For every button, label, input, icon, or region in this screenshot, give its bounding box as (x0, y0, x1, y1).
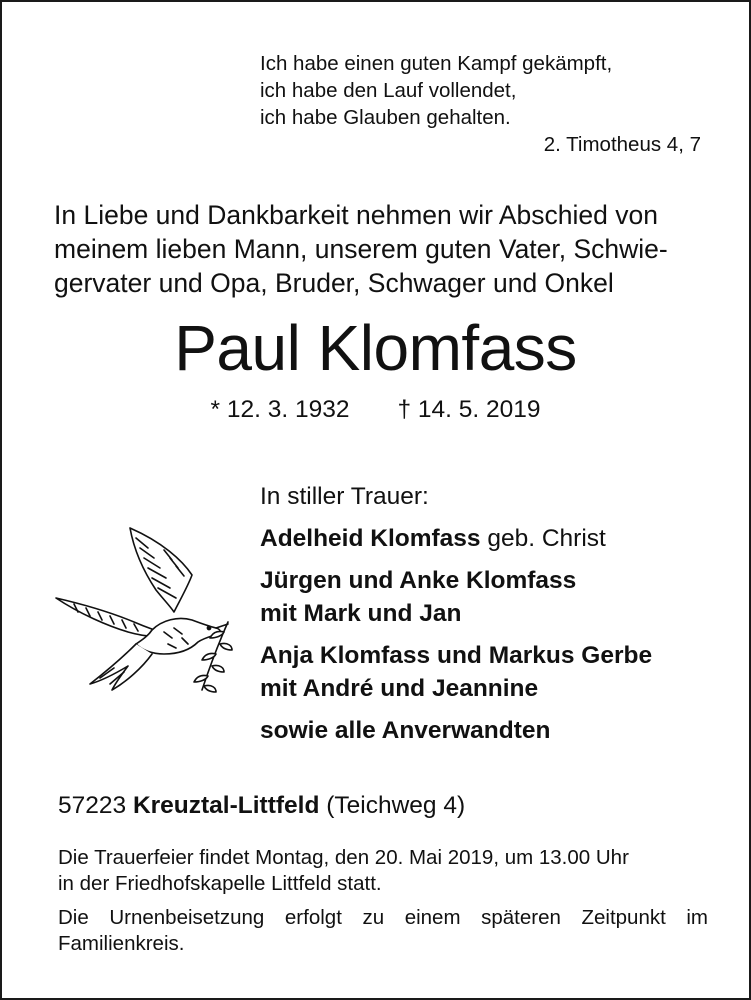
street: (Teichweg 4) (326, 792, 466, 819)
verse-line-1: Ich habe einen guten Kampf gekämpft, (260, 52, 613, 75)
funeral-service-notice (58, 845, 708, 897)
mourner-relatives: sowie alle Anverwandten (260, 717, 551, 744)
family-2-line-1: Anja Klomfass und Markus Gerbe (260, 642, 653, 669)
intro-line-1: In Liebe und Dankbarkeit nehmen wir Abschied von (54, 200, 658, 230)
dove-with-olive-branch-icon (52, 520, 237, 695)
intro-line-2: meinem lieben Mann, unserem guten Vater, Schwie- (54, 234, 668, 264)
intro-text (54, 198, 714, 300)
birth-date: * 12. 3. 1932 (210, 396, 350, 423)
mourner-family-1 (260, 564, 730, 630)
intro-line-3: gervater und Opa, Bruder, Schwager und Onkel (54, 268, 614, 298)
deceased-name: Paul Klomfass (174, 312, 577, 384)
bible-verse (260, 50, 612, 131)
town: Kreuztal-Littfeld (132, 792, 320, 819)
burial-line-1: Die Urnenbeisetzung erfolgt zu einem späteren Zeitpunkt im (58, 906, 708, 929)
family-1-line-2: mit Mark und Jan (260, 600, 462, 627)
verse-line-3: ich habe Glauben gehalten. (260, 106, 511, 129)
verse-reference: 2. Timotheus 4, 7 (543, 133, 701, 156)
mourners-heading: In stiller Trauer: (260, 483, 429, 510)
family-1-line-1: Jürgen und Anke Klomfass (260, 567, 577, 594)
spouse-maiden-name: geb. Christ (480, 525, 606, 552)
life-dates (2, 396, 749, 424)
service-line-1: Die Trauerfeier findet Montag, den 20. Mai 2019, um 13.00 Uhr (58, 846, 629, 869)
mourner-spouse (260, 522, 730, 555)
family-2-line-2: mit André und Jeannine (260, 675, 539, 702)
spouse-name: Adelheid Klomfass (260, 525, 481, 552)
burial-line-2: Familienkreis. (58, 932, 185, 955)
mourners-list (260, 480, 730, 747)
urn-burial-notice (58, 905, 708, 957)
death-date: † 14. 5. 2019 (397, 396, 541, 423)
address (58, 792, 465, 820)
service-line-2: in der Friedhofskapelle Littfeld statt. (58, 872, 382, 895)
postcode: 57223 (58, 792, 127, 819)
verse-line-2: ich habe den Lauf vollendet, (260, 79, 517, 102)
mourner-family-2 (260, 639, 730, 705)
